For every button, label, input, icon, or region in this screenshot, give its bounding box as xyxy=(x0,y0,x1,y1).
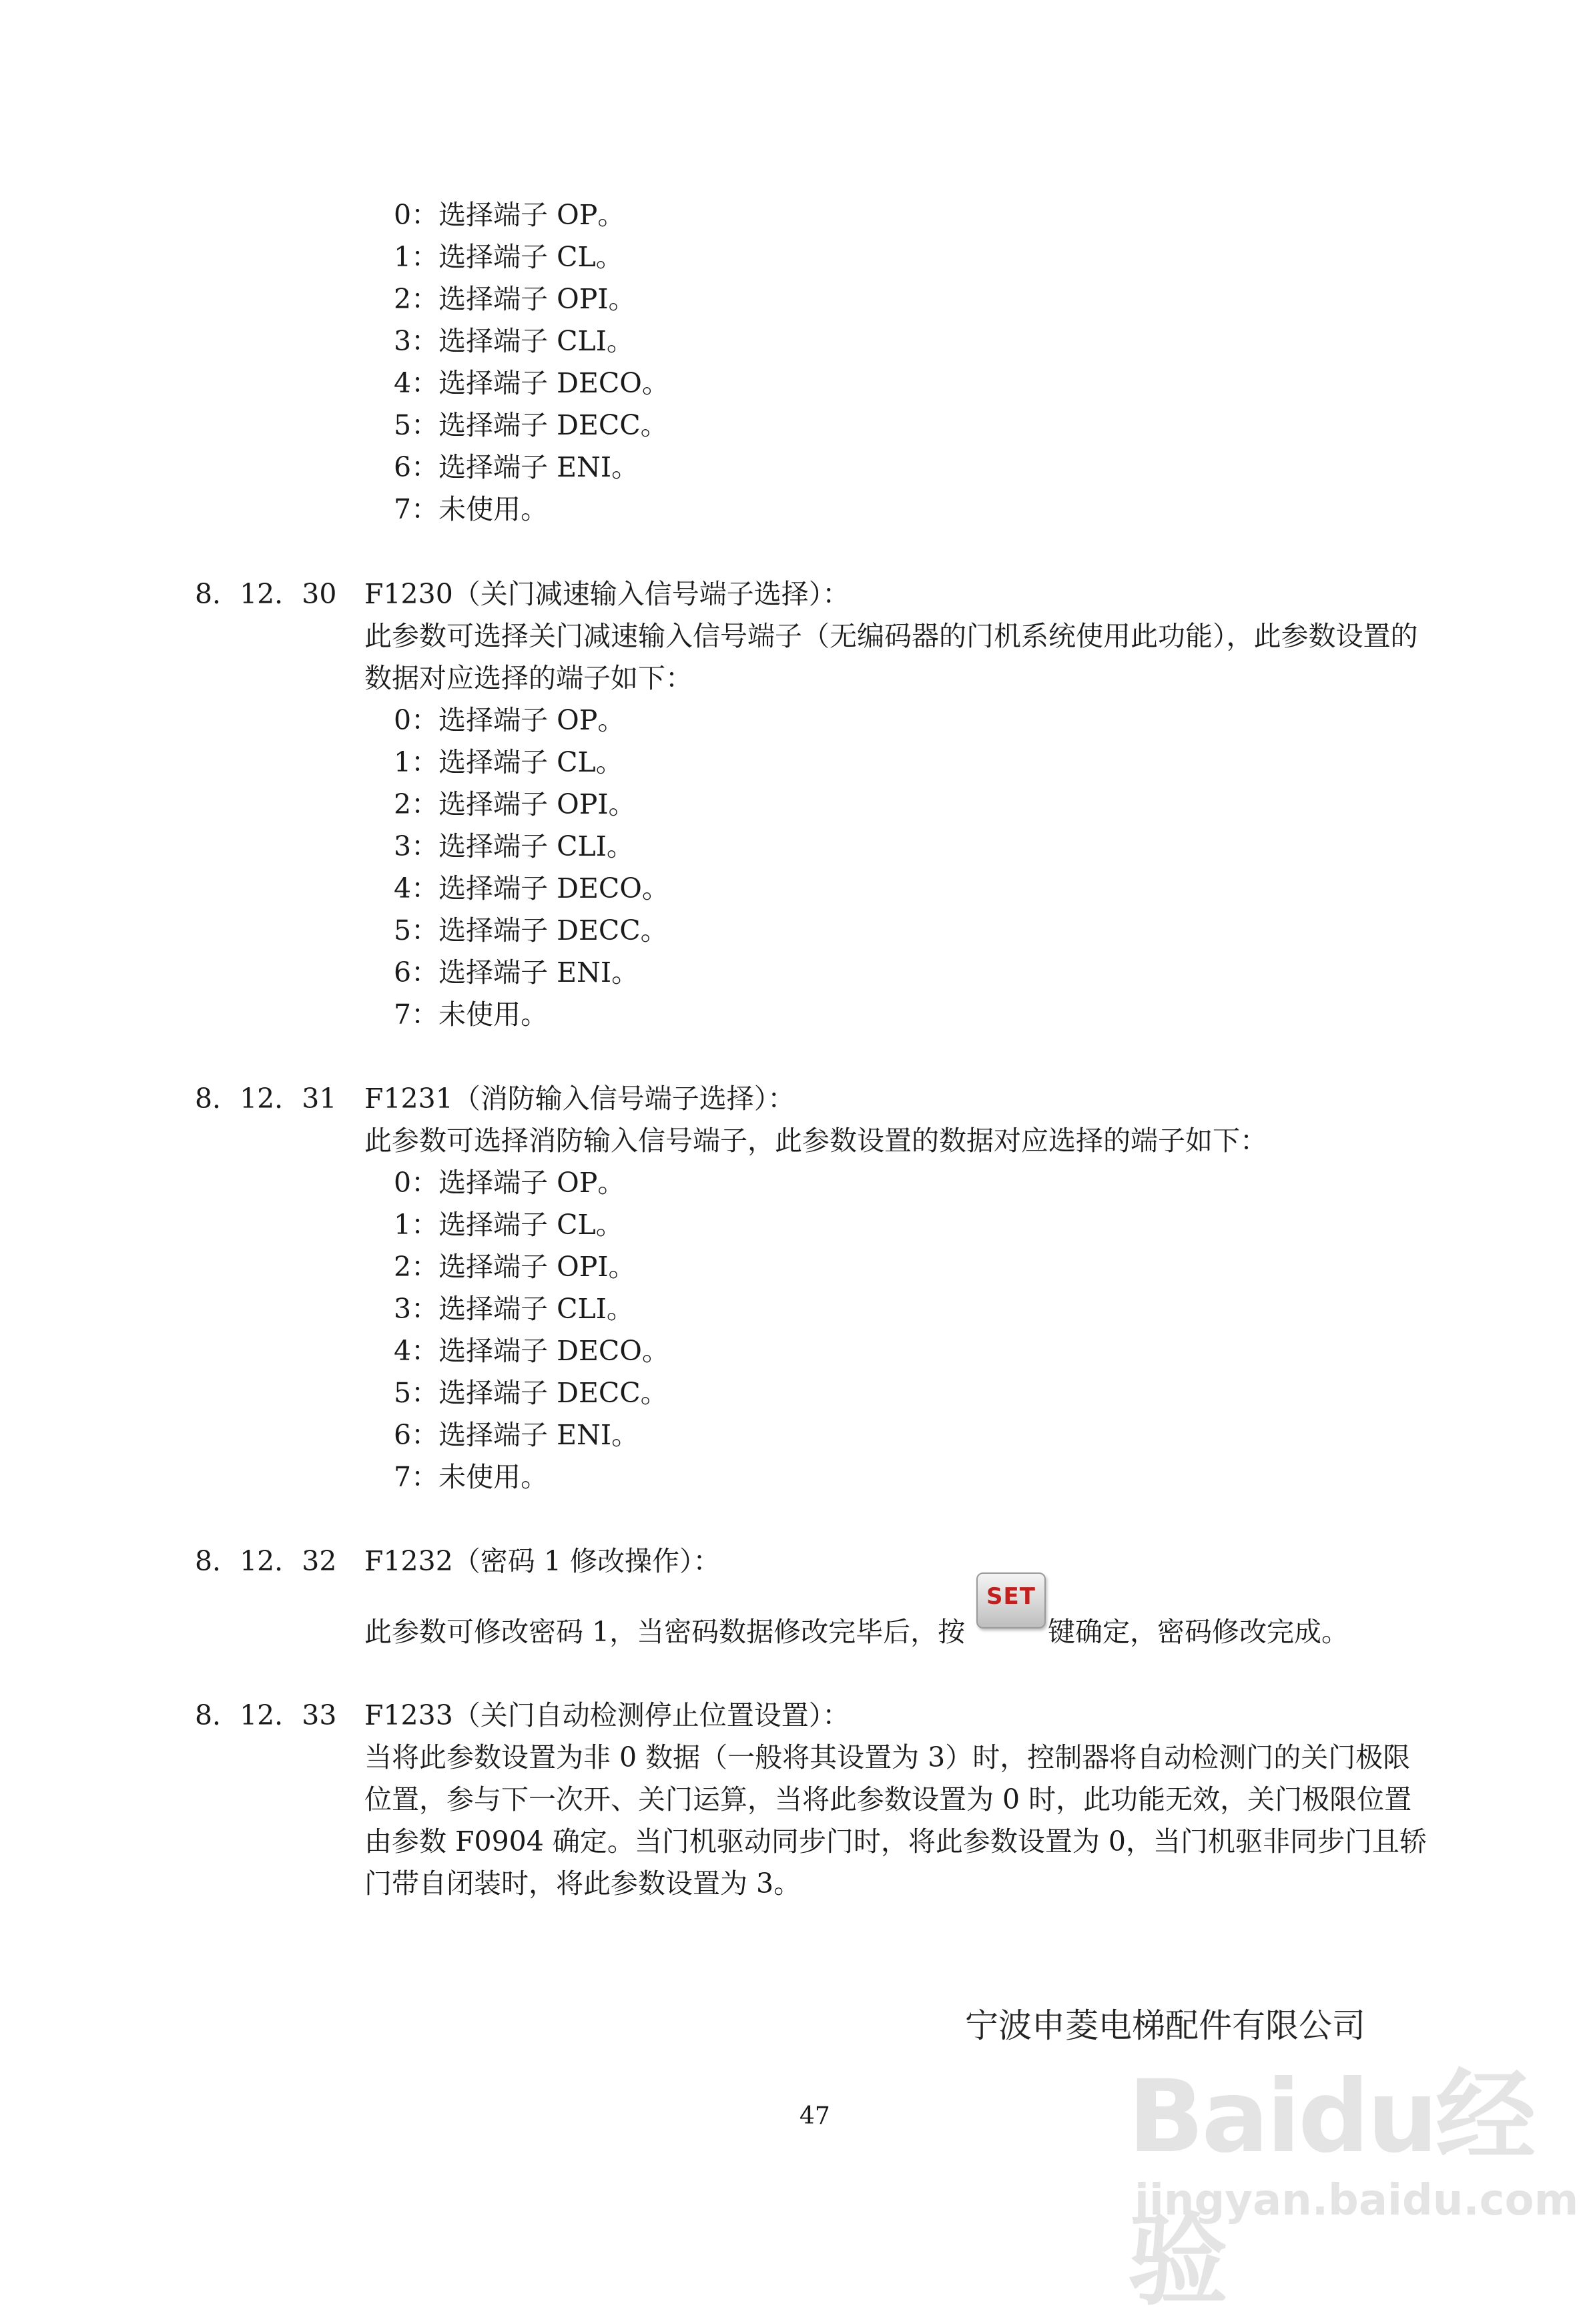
section-number: 8．12．32 xyxy=(195,1545,337,1577)
option-2: 2：选择端子 OPI。 xyxy=(394,283,636,315)
option-4: 4：选择端子 DECO。 xyxy=(394,872,669,904)
option-1: 1：选择端子 CL。 xyxy=(394,1209,623,1241)
option-2: 2：选择端子 OPI。 xyxy=(394,788,636,820)
option-0: 0：选择端子 OP。 xyxy=(394,704,625,736)
option-6: 6：选择端子 ENI。 xyxy=(394,1419,639,1451)
option-7: 7：未使用。 xyxy=(394,998,549,1031)
option-1: 1：选择端子 CL。 xyxy=(394,241,623,273)
option-7: 7：未使用。 xyxy=(394,493,549,525)
option-4: 4：选择端子 DECO。 xyxy=(394,1335,669,1367)
option-3: 3：选择端子 CLI。 xyxy=(394,830,634,862)
section-number: 8．12．31 xyxy=(195,1083,337,1115)
section-desc-line: 门带自闭装时，将此参数设置为 3。 xyxy=(364,1867,802,1900)
baidu-watermark xyxy=(1128,2036,1579,2319)
section-desc-line: 数据对应选择的端子如下： xyxy=(364,662,693,694)
section-number: 8．12．33 xyxy=(195,1699,337,1731)
option-5: 5：选择端子 DECC。 xyxy=(394,1377,668,1409)
section-title: F1230（关门减速输入信号端子选择）： xyxy=(364,578,850,610)
option-2: 2：选择端子 OPI。 xyxy=(394,1251,636,1283)
option-4: 4：选择端子 DECO。 xyxy=(394,367,669,399)
section-desc-after-key: 键确定，密码修改完成。 xyxy=(1048,1616,1349,1648)
company-name: 宁波申菱电梯配件有限公司 xyxy=(965,2006,1365,2045)
section-desc-line: 由参数 F0904 确定。当门机驱动同步门时，将此参数设置为 0，当门机驱非同步门且轿 xyxy=(364,1825,1427,1857)
section-desc-line: 当将此参数设置为非 0 数据（一般将其设置为 3）时，控制器将自动检测门的关门极限 xyxy=(364,1741,1411,1773)
option-5: 5：选择端子 DECC。 xyxy=(394,914,668,946)
watermark-url: jingyan.baidu.com xyxy=(1135,2176,1579,2225)
option-6: 6：选择端子 ENI。 xyxy=(394,451,639,483)
section-desc-line: 位置，参与下一次开、关门运算，当将此参数设置为 0 时，此功能无效，关门极限位置 xyxy=(364,1783,1412,1815)
set-key-label: SET xyxy=(986,1583,1036,1610)
page-number: 47 xyxy=(800,2102,830,2130)
section-desc-line: 此参数可选择消防输入信号端子，此参数设置的数据对应选择的端子如下： xyxy=(364,1125,1267,1157)
section-number: 8．12．30 xyxy=(195,578,337,610)
option-6: 6：选择端子 ENI。 xyxy=(394,956,639,988)
section-title: F1231（消防输入信号端子选择）： xyxy=(364,1083,796,1115)
option-7: 7：未使用。 xyxy=(394,1461,549,1493)
section-desc-before-key: 此参数可修改密码 1，当密码数据修改完毕后，按 xyxy=(364,1616,966,1648)
watermark-logo: Baidu经验 xyxy=(1128,2059,1534,2319)
section-desc-line: 此参数可选择关门减速输入信号端子（无编码器的门机系统使用此功能），此参数设置的 xyxy=(364,620,1418,652)
option-5: 5：选择端子 DECC。 xyxy=(394,409,668,441)
option-1: 1：选择端子 CL。 xyxy=(394,746,623,778)
option-0: 0：选择端子 OP。 xyxy=(394,199,625,231)
option-3: 3：选择端子 CLI。 xyxy=(394,1293,634,1325)
section-title: F1232（密码 1 修改操作）： xyxy=(364,1545,721,1577)
section-title: F1233（关门自动检测停止位置设置）： xyxy=(364,1699,850,1731)
set-key-icon xyxy=(976,1572,1046,1629)
option-0: 0：选择端子 OP。 xyxy=(394,1167,625,1199)
option-3: 3：选择端子 CLI。 xyxy=(394,325,634,357)
